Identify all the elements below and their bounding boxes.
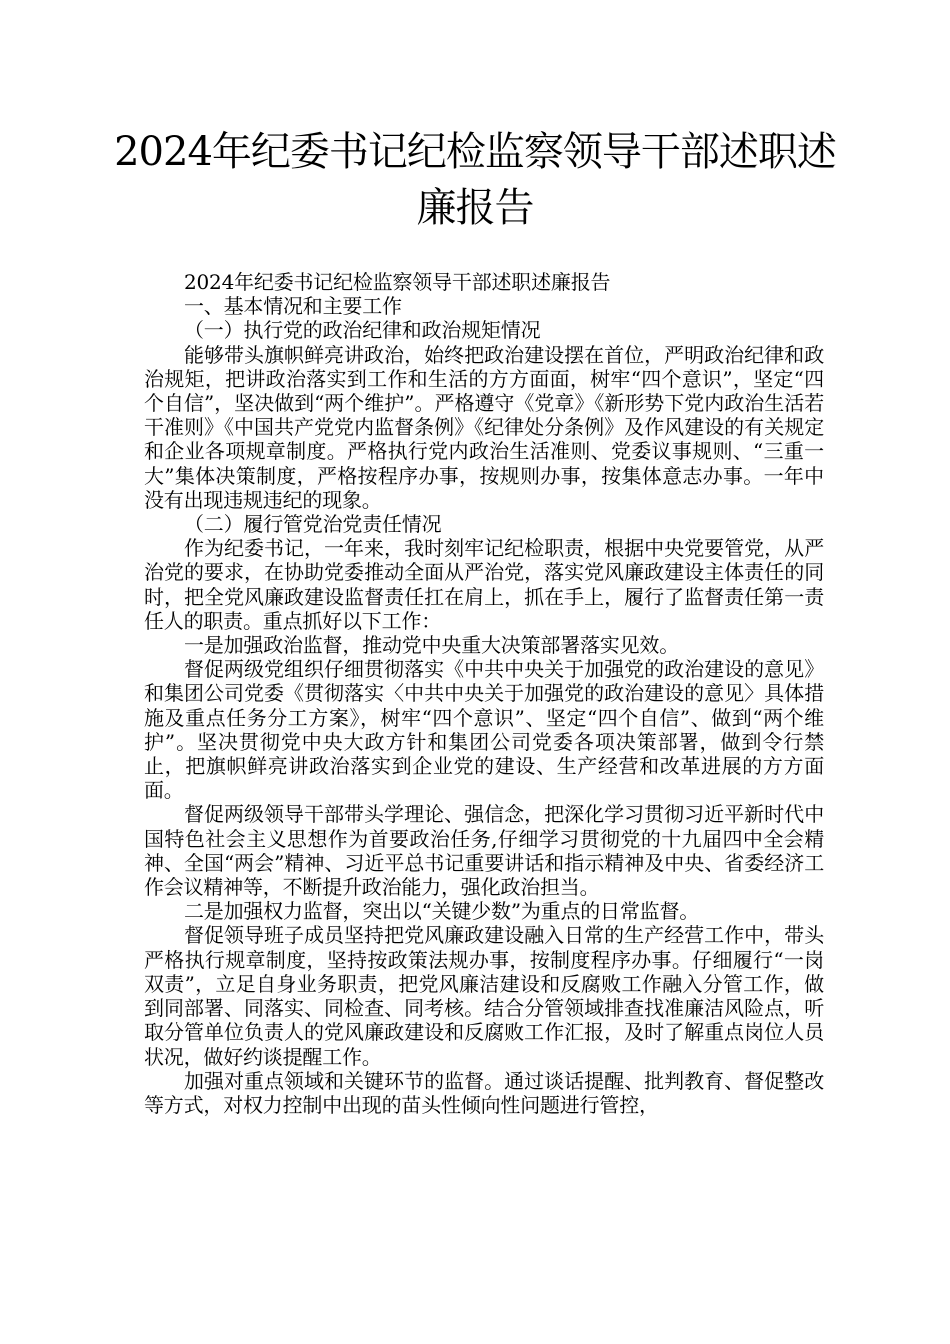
body-paragraph: 督促两级党组织仔细贯彻落实《中共中央关于加强党的政治建设的意见》和集团公司党委《贯彻落实〈中共中央关于加强党的政治建设的意见〉具体措施及重点任务分工方案》，树牢“四个意识”、坚定“四个自信”、做到“两个维护”。坚决贯彻党中央大政方针和集团公司党委各项决策部署，做到令行禁止，把旗帜鲜亮讲政治落实到企业党的建设、生产经营和改革进展的方方面面。 bbox=[144, 657, 824, 803]
point-heading: 一是加强政治监督，推动党中央重大决策部署落实见效。 bbox=[184, 633, 679, 658]
title-line-2: 廉报告 bbox=[416, 185, 534, 231]
document-body bbox=[144, 270, 824, 1117]
title-line-1: 2024年纪委书记纪检监察领导干部述职述 bbox=[114, 129, 836, 175]
body-paragraph: 督促领导班子成员坚持把党风廉政建设融入日常的生产经营工作中，带头严格执行规章制度，坚持按政策法规办事，按制度程序办事。仔细履行“一岗双责”，立足自身业务职责，把党风廉洁建设和反腐败工作融入分管工作，做到同部署、同落实、同检查、同考核。结合分管领域排查找准廉洁风险点，听取分管单位负责人的党风廉政建设和反腐败工作汇报，及时了解重点岗位人员状况，做好约谈提醒工作。 bbox=[144, 923, 824, 1069]
body-paragraph: 作为纪委书记，一年来，我时刻牢记纪检职责，根据中央党要管党，从严治党的要求，在协助党委推动全面从严治党，落实党风廉政建设主体责任的同时，把全党风廉政建设监督责任扛在肩上，抓在手上，履行了监督责任第一责任人的职责。重点抓好以下工作： bbox=[144, 536, 824, 633]
body-paragraph: 督促两级领导干部带头学理论、强信念，把深化学习贯彻习近平新时代中国特色社会主义思想作为首要政治任务,仔细学习贯彻党的十九届四中全会精神、全国“两会”精神、习近平总书记重要讲话和指示精神及中央、省委经济工作会议精神等，不断提升政治能力，强化政治担当。 bbox=[144, 802, 824, 900]
document-title bbox=[110, 124, 840, 236]
point-heading: 二是加强权力监督，突出以“关键少数”为重点的日常监督。 bbox=[184, 899, 700, 924]
body-paragraph: 加强对重点领域和关键环节的监督。通过谈话提醒、批判教育、督促整改等方式，对权力控制中出现的苗头性倾向性问题进行管控， bbox=[144, 1068, 824, 1117]
subsection-heading: （一）执行党的政治纪律和政治规矩情况 bbox=[184, 318, 541, 343]
section-heading: 一、基本情况和主要工作 bbox=[184, 294, 402, 319]
subsection-heading: （二）履行管党治党责任情况 bbox=[184, 512, 442, 537]
body-paragraph: 能够带头旗帜鲜亮讲政治，始终把政治建设摆在首位，严明政治纪律和政治规矩，把讲政治落实到工作和生活的方方面面，树牢“四个意识”，坚定“四个自信”，坚决做到“两个维护”。严格遵守《党章》《新形势下党内政治生活若干准则》《中国共产党党内监督条例》《纪律处分条例》及作风建设的有关规定和企业各项规章制度。严格执行党内政治生活准则、党委议事规则、“三重一大”集体决策制度，严格按程序办事，按规则办事，按集体意志办事。一年中没有出现违规违纪的现象。 bbox=[144, 342, 824, 512]
subtitle-paragraph: 2024年纪委书记纪检监察领导干部述职述廉报告 bbox=[184, 270, 611, 294]
